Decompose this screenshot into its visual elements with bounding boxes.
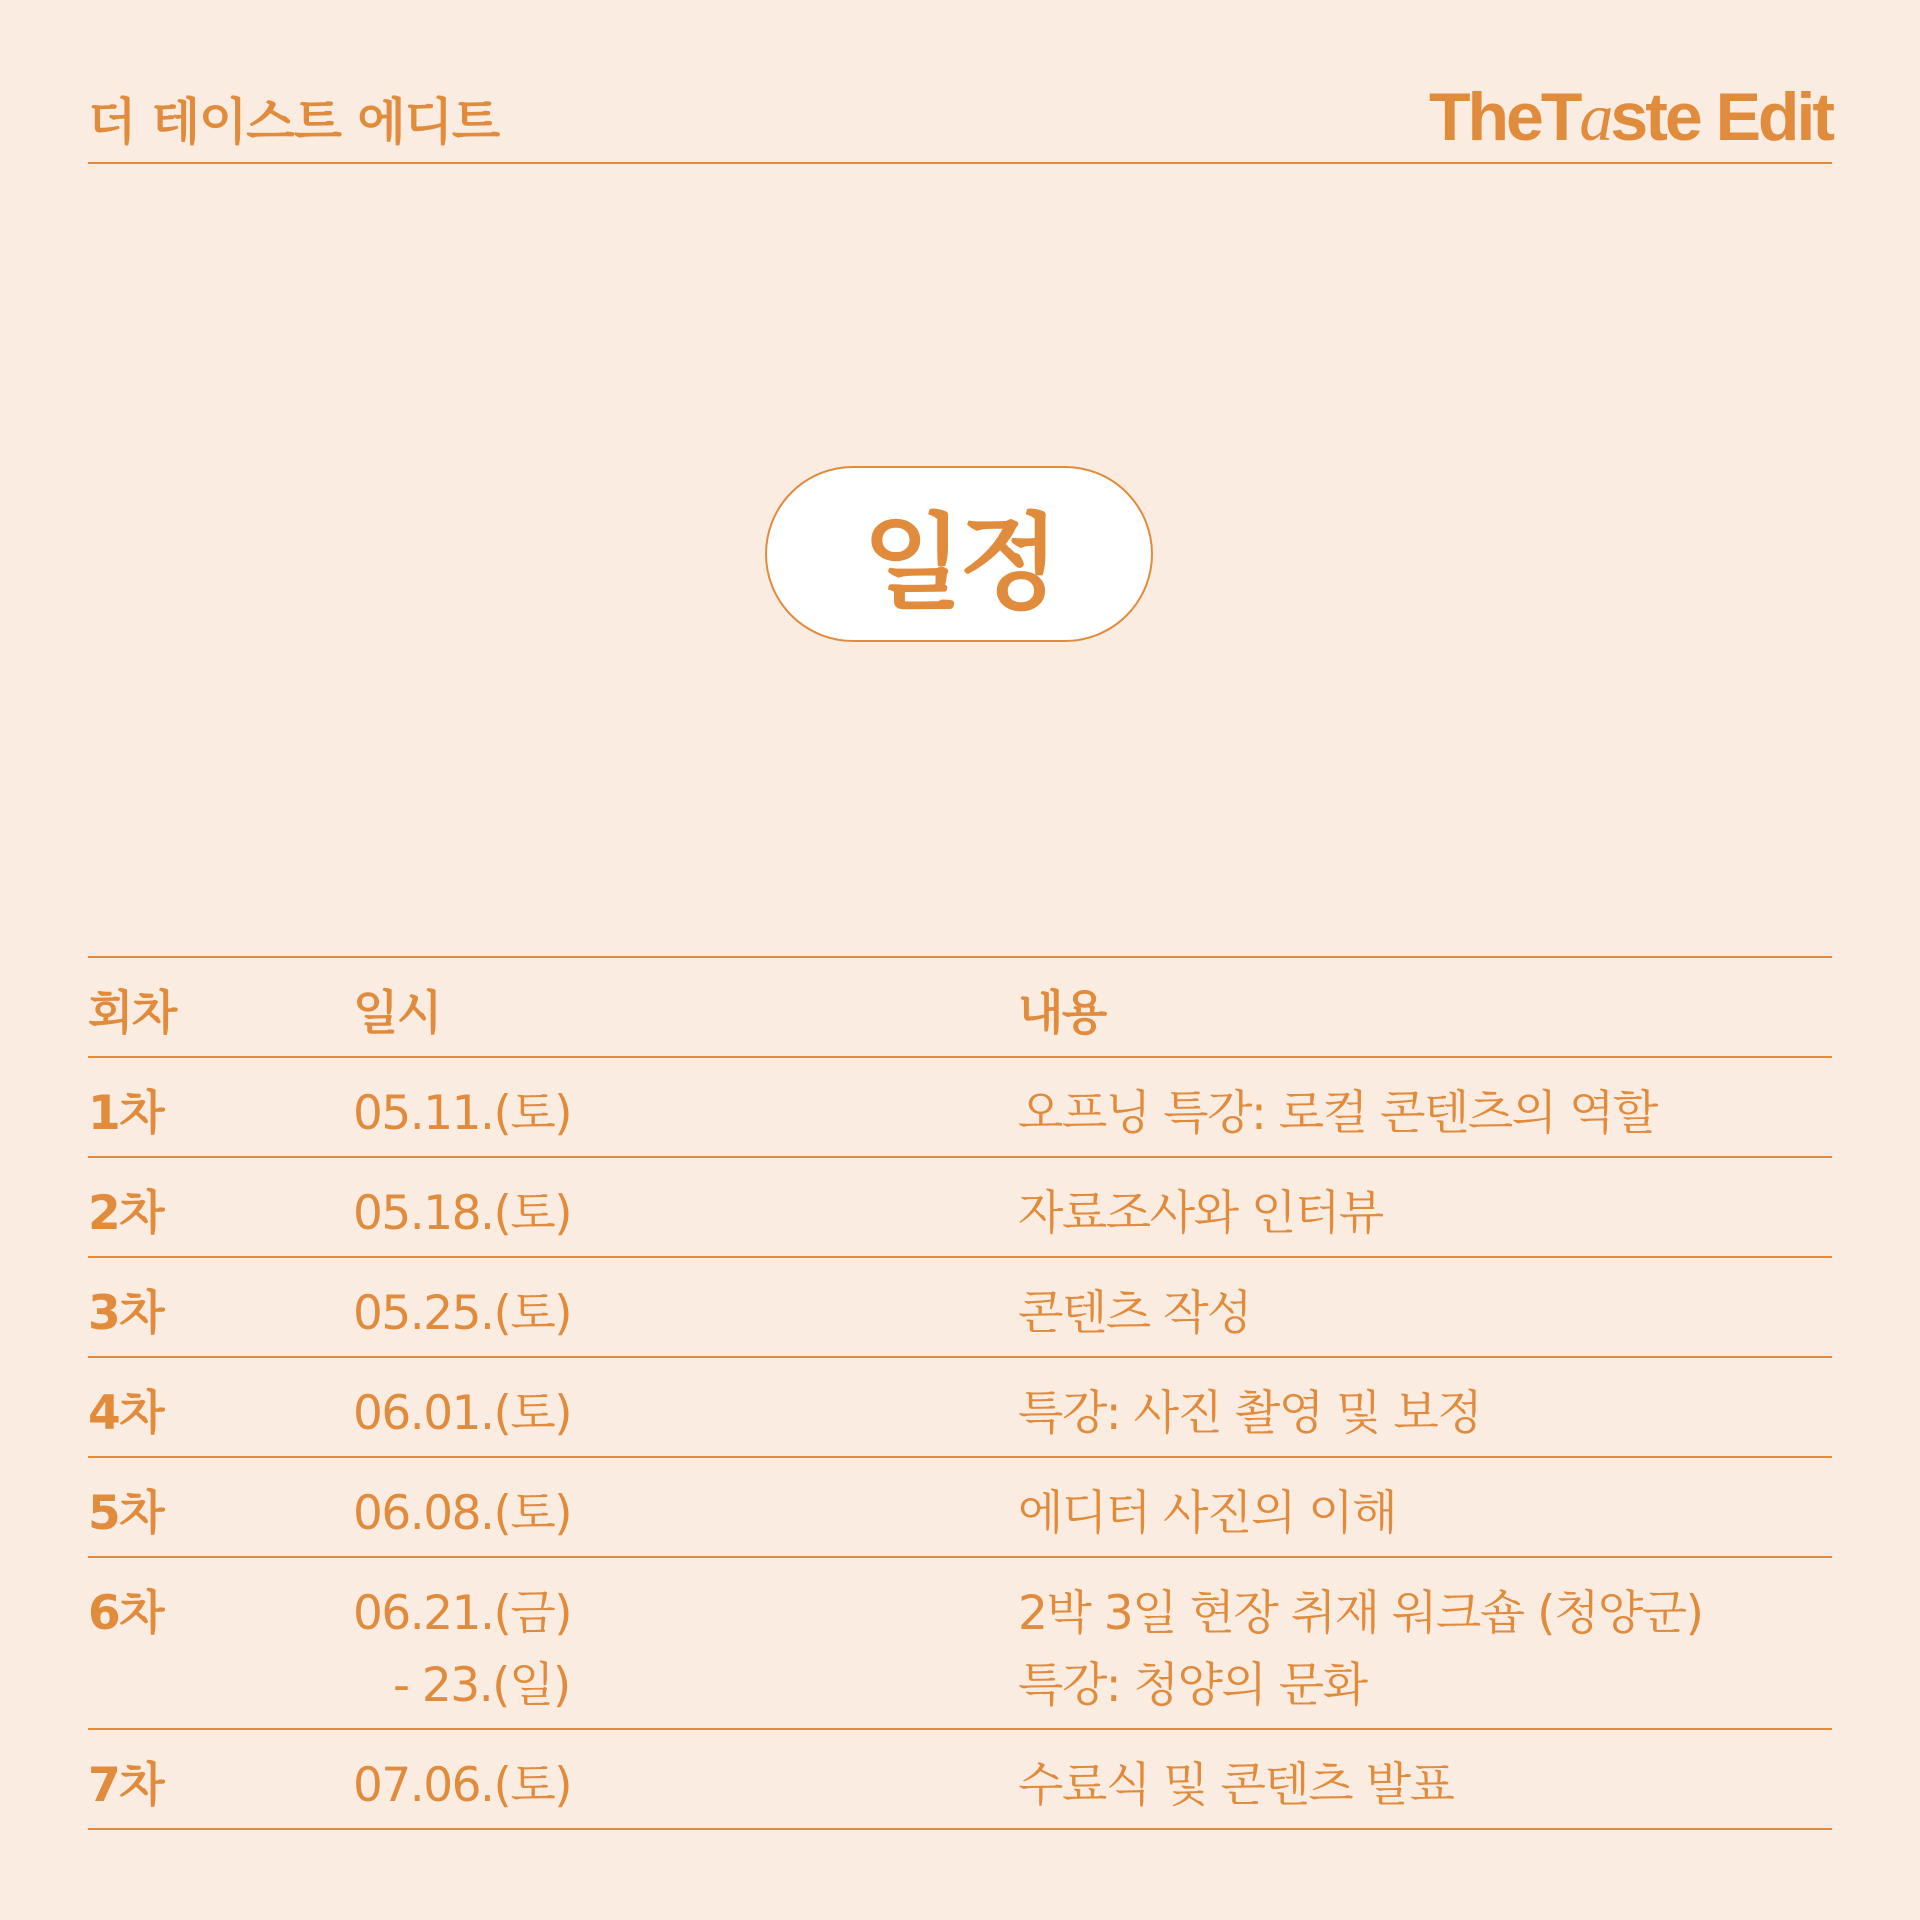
content-cell-line: 특강: 청양의 문화 (1018, 1658, 1367, 1713)
brand-english-logo (1429, 78, 1832, 157)
session-cell (88, 1478, 163, 1550)
table-row (88, 1558, 1832, 1730)
table-row (88, 1730, 1832, 1830)
session-cell-line: 5차 (88, 1486, 164, 1541)
brand-english-part1: TheT (1428, 79, 1580, 155)
date-cell (353, 1278, 571, 1350)
table-row (88, 1158, 1832, 1258)
header (88, 70, 1832, 164)
date-cell (353, 1578, 571, 1722)
session-cell (88, 1378, 163, 1450)
content-cell-line: 2박 3일 현장 취재 워크숍 (청양군) (1018, 1586, 1703, 1641)
session-cell (88, 1278, 163, 1350)
date-cell (353, 1750, 571, 1822)
session-cell-line: 1차 (88, 1086, 164, 1141)
column-header-content: 내용 (1018, 986, 1106, 1041)
content-cell (1018, 1278, 1251, 1350)
date-cell (353, 1378, 571, 1450)
session-cell (88, 1178, 163, 1250)
page-title: 일정 (765, 466, 1153, 642)
table-row (88, 1358, 1832, 1458)
session-cell-line: 7차 (88, 1758, 164, 1813)
content-cell-line: 에디터 사진의 이해 (1018, 1486, 1397, 1541)
column-header-date: 일시 (353, 986, 441, 1041)
date-cell-line: 05.25.(토) (353, 1286, 572, 1341)
date-cell-line: 06.08.(토) (353, 1486, 572, 1541)
date-cell (353, 1078, 571, 1150)
brand-korean: 더 테이스트 에디트 (88, 93, 500, 151)
session-cell (88, 1078, 163, 1150)
content-cell-line: 수료식 및 콘텐츠 발표 (1018, 1758, 1454, 1813)
session-cell-line: 3차 (88, 1286, 164, 1341)
date-cell-line: 06.21.(금) (353, 1586, 572, 1641)
content-cell-line: 특강: 사진 촬영 및 보정 (1018, 1386, 1482, 1441)
date-cell-line: - 23.(일) (393, 1658, 570, 1713)
content-cell-line: 오프닝 특강: 로컬 콘텐츠의 역할 (1018, 1086, 1657, 1141)
content-cell (1018, 1378, 1481, 1450)
date-cell (353, 1478, 571, 1550)
content-cell-line: 자료조사와 인터뷰 (1018, 1186, 1383, 1241)
table-row (88, 1458, 1832, 1558)
content-cell (1018, 1750, 1453, 1822)
column-header-session: 회차 (88, 986, 176, 1041)
content-cell (1018, 1178, 1383, 1250)
session-cell (88, 1750, 163, 1822)
session-cell-line: 2차 (88, 1186, 164, 1241)
session-cell (88, 1578, 163, 1650)
date-cell (353, 1178, 571, 1250)
session-cell-line: 6차 (88, 1586, 164, 1641)
session-cell-line: 4차 (88, 1386, 164, 1441)
date-cell-line: 06.01.(토) (353, 1386, 572, 1441)
table-header-row (88, 958, 1832, 1058)
schedule-table (88, 956, 1832, 1830)
content-cell (1018, 1078, 1657, 1150)
content-cell (1018, 1578, 1703, 1722)
date-cell-line: 05.18.(토) (353, 1186, 572, 1241)
date-cell-line: 05.11.(토) (353, 1086, 572, 1141)
table-row (88, 1058, 1832, 1158)
content-cell-line: 콘텐츠 작성 (1018, 1286, 1251, 1341)
brand-english-part2: ste Edit (1610, 79, 1832, 155)
table-row (88, 1258, 1832, 1358)
brand-english-italic: a (1579, 79, 1611, 155)
content-cell (1018, 1478, 1396, 1550)
date-cell-line: 07.06.(토) (353, 1758, 572, 1813)
